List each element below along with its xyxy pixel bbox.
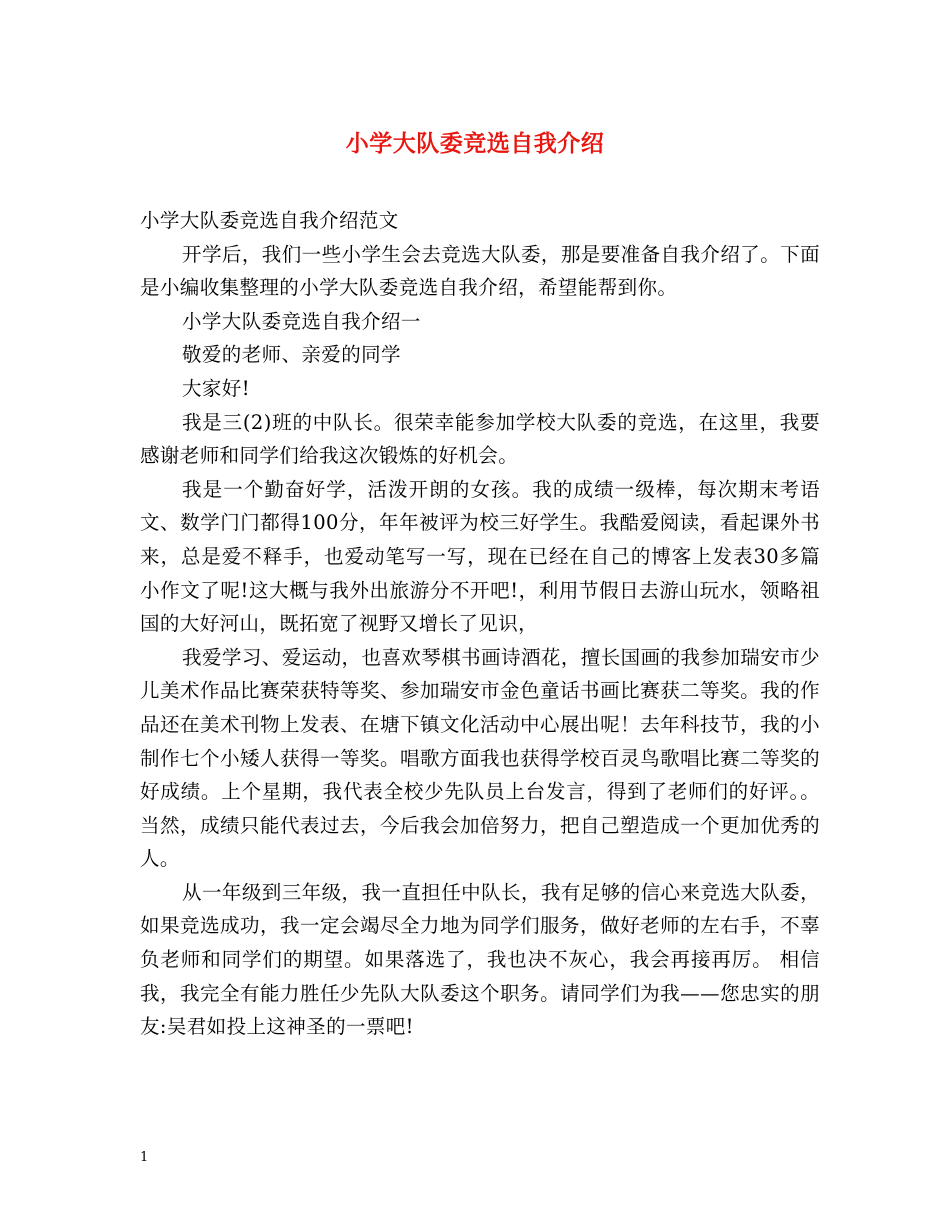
paragraph-heading: 小学大队委竞选自我介绍范文	[140, 209, 399, 232]
document-title: 小学大队委竞选自我介绍	[345, 130, 605, 157]
paragraph-salutation: 敬爱的老师、亲爱的同学	[182, 343, 401, 367]
paragraph-hobbies: 我爱学习、爱运动，也喜欢琴棋书画诗酒花，擅长国画的我参加瑞安市少儿美术作品比赛荣获特等奖、参加瑞安市金色童话书画比赛获二等奖。我的作品还在美术刊物上发表、在塘下镇文化活动中心展出呢！去年科技节，我的小制作七个小矮人获得一等奖。唱歌方面我也获得学校百灵鸟歌唱比赛二等奖的好成绩。上个星期，我代表全校少先队员上台发言，得到了老师们的好评。。当然，成绩只能代表过去，今后我会加倍努力，把自己塑造成一个更加优秀的人。	[140, 645, 820, 871]
page-number: 1	[140, 1150, 149, 1165]
paragraph-self-intro: 我是三(2)班的中队长。很荣幸能参加学校大队委的竞选，在这里，我要感谢老师和同学们给我这次锻炼的好机会。	[140, 410, 820, 468]
paragraph-greeting: 大家好!	[182, 376, 250, 400]
document-body	[140, 204, 820, 1044]
paragraph-closing: 从一年级到三年级，我一直担任中队长，我有足够的信心来竞选大队委，如果竞选成功，我一定会竭尽全力地为同学们服务，做好老师的左右手，不辜负老师和同学们的期望。如果落选了，我也决不灰心，我会再接再厉。 相信我，我完全有能力胜任少先队大队委这个职务。请同学们为我——您忠实的朋友:吴君如投上这神圣的一票吧!	[140, 880, 820, 1039]
paragraph-intro: 开学后，我们一些小学生会去竞选大队委，那是要准备自我介绍了。下面是小编收集整理的小学大队委竞选自我介绍，希望能帮到你。	[140, 242, 820, 300]
paragraph-section-title: 小学大队委竞选自我介绍一	[182, 309, 421, 333]
paragraph-study: 我是一个勤奋好学，活泼开朗的女孩。我的成绩一级棒，每次期末考语文、数学门门都得100分，年年被评为校三好学生。我酷爱阅读，看起课外书来，总是爱不释手，也爱动笔写一写，现在已经在自己的博客上发表30多篇小作文了呢!这大概与我外出旅游分不开吧!，利用节假日去游山玩水，领略祖国的大好河山，既拓宽了视野又增长了见识，	[140, 477, 820, 636]
